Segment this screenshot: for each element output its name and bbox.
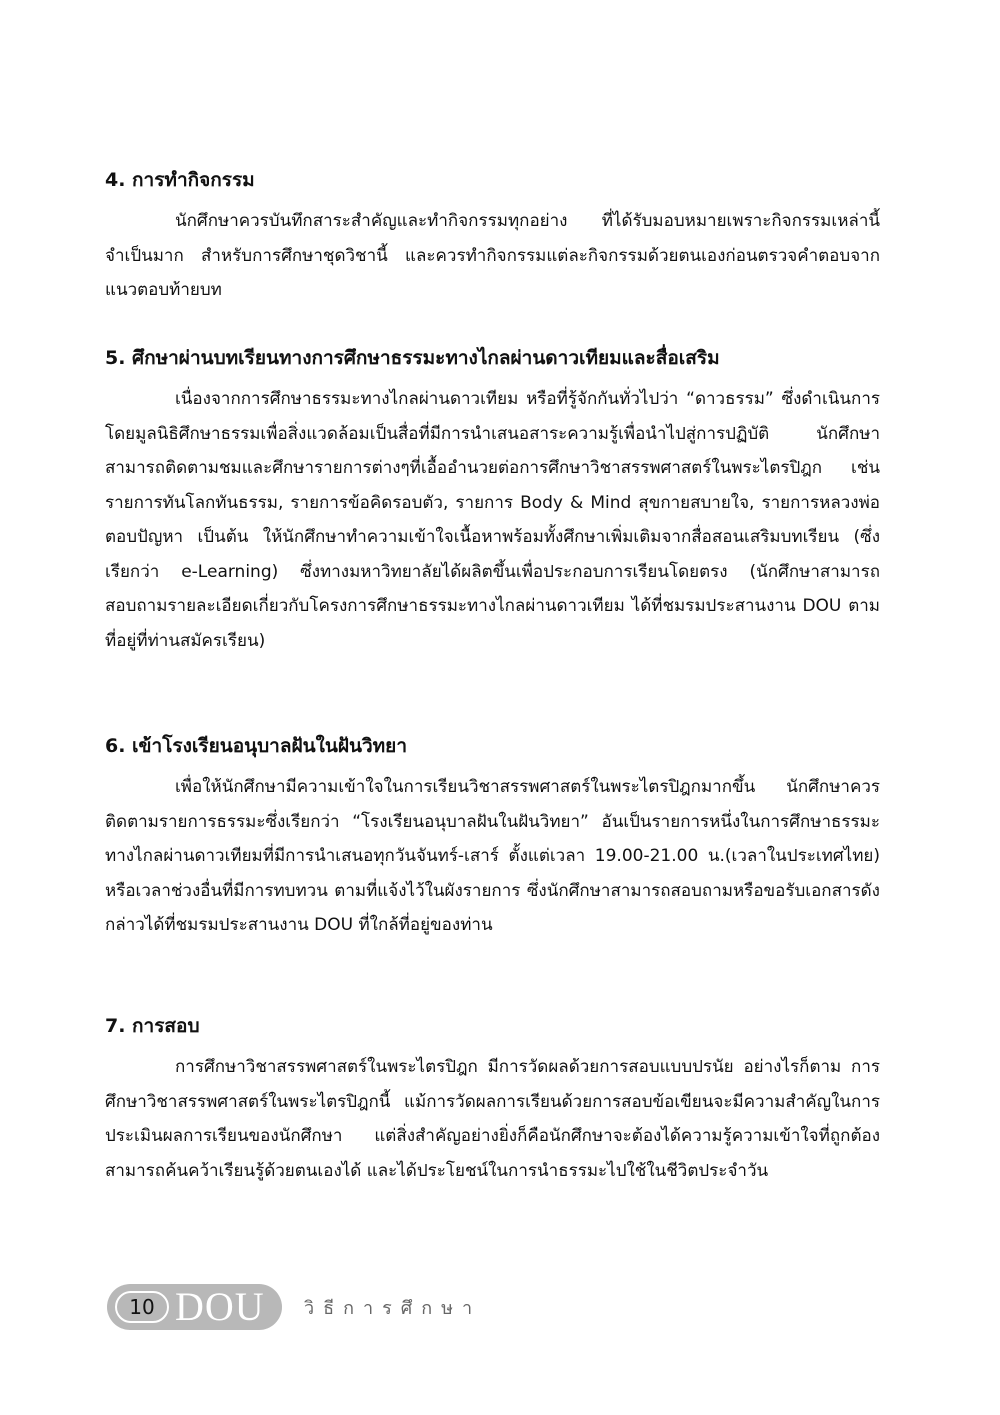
section-heading: 6. เข้าโรงเรียนอนุบาลฝันในฝันวิทยา [105,735,407,757]
footer-title: วิธีการศึกษา [304,1297,482,1319]
section-heading: 4. การทำกิจกรรม [105,169,255,191]
section-satellite-study [105,344,880,658]
section-paragraph: การศึกษาวิชาสรรพศาสตร์ในพระไตรปิฎก มีการวัดผลด้วยการสอบแบบปรนัย อย่างไรก็ตาม การศึกษาวิชาสรรพศาสตร์ในพระไตรปิฎกนี้ แม้การวัดผลการเรียนด้วยการสอบข้อเขียนจะมีความสำคัญในการประเมินผลการเรียนของนักศึกษา แต่สิ่งสำคัญอย่างยิ่งก็คือนักศึกษาจะต้องได้ความรู้ความเข้าใจที่ถูกต้อง สามารถค้นคว้าเรียนรู้ด้วยตนเองได้ และได้ประโยชน์ในการนำธรรมะไปใช้ในชีวิตประจำวัน [105,1057,880,1181]
section-examination [105,1012,880,1188]
section-heading: 5. ศึกษาผ่านบทเรียนทางการศึกษาธรรมะทางไกลผ่านดาวเทียมและสื่อเสริม [105,347,720,369]
page-number: 10 [115,1291,169,1323]
page-footer [107,1284,481,1330]
section-kindergarten-program [105,732,880,943]
section-paragraph: นักศึกษาควรบันทึกสาระสำคัญและทำกิจกรรมทุกอย่าง ที่ได้รับมอบหมายเพราะกิจกรรมเหล่านี้จำเป็นมาก สำหรับการศึกษาชุดวิชานี้ และควรทำกิจกรรมแต่ละกิจกรรมด้วยตนเองก่อนตรวจคำตอบจากแนวตอบท้ายบท [105,211,880,300]
footer-badge [107,1284,282,1330]
section-heading: 7. การสอบ [105,1015,200,1037]
dou-logo: DOU [175,1284,265,1329]
section-paragraph: เนื่องจากการศึกษาธรรมะทางไกลผ่านดาวเทียม หรือที่รู้จักกันทั่วไปว่า “ดาวธรรม” ซึ่งดำเนินการโดยมูลนิธิศึกษาธรรมเพื่อสิ่งแวดล้อมเป็นสื่อที่มีการนำเสนอสาระความรู้เพื่อนำไปสู่การปฏิบัติ นักศึกษาสามารถติดตามชมและศึกษารายการต่างๆที่เอื้ออำนวยต่อการศึกษาวิชาสรรพศาสตร์ในพระไตรปิฎก เช่น รายการทันโลกทันธรรม, รายการข้อคิดรอบตัว, รายการ Body & Mind สุขกายสบายใจ, รายการหลวงพ่อตอบปัญหา เป็นต้น ให้นักศึกษาทำความเข้าใจเนื้อหาพร้อมทั้งศึกษาเพิ่มเติมจากสื่อสอนเสริมบทเรียน (ซึ่งเรียกว่า e-Learning) ซึ่งทางมหาวิทยาลัยได้ผลิตขึ้นเพื่อประกอบการเรียนโดยตรง (นักศึกษาสามารถสอบถามรายละเอียดเกี่ยวกับโครงการศึกษาธรรมะทางไกลผ่านดาวเทียม ได้ที่ชมรมประสานงาน DOU ตามที่อยู่ที่ท่านสมัครเรียน) [105,389,880,651]
section-activities [105,166,880,308]
section-paragraph: เพื่อให้นักศึกษามีความเข้าใจในการเรียนวิชาสรรพศาสตร์ในพระไตรปิฎกมากขึ้น นักศึกษาควรติดตามรายการธรรมะซึ่งเรียกว่า “โรงเรียนอนุบาลฝันในฝันวิทยา” อันเป็นรายการหนึ่งในการศึกษาธรรมะทางไกลผ่านดาวเทียมที่มีการนำเสนอทุกวันจันทร์-เสาร์ ตั้งแต่เวลา 19.00-21.00 น.(เวลาในประเทศไทย) หรือเวลาช่วงอื่นที่มีการทบทวน ตามที่แจ้งไว้ในผังรายการ ซึ่งนักศึกษาสามารถสอบถามหรือขอรับเอกสารดังกล่าวได้ที่ชมรมประสานงาน DOU ที่ใกล้ที่อยู่ของท่าน [105,777,880,935]
